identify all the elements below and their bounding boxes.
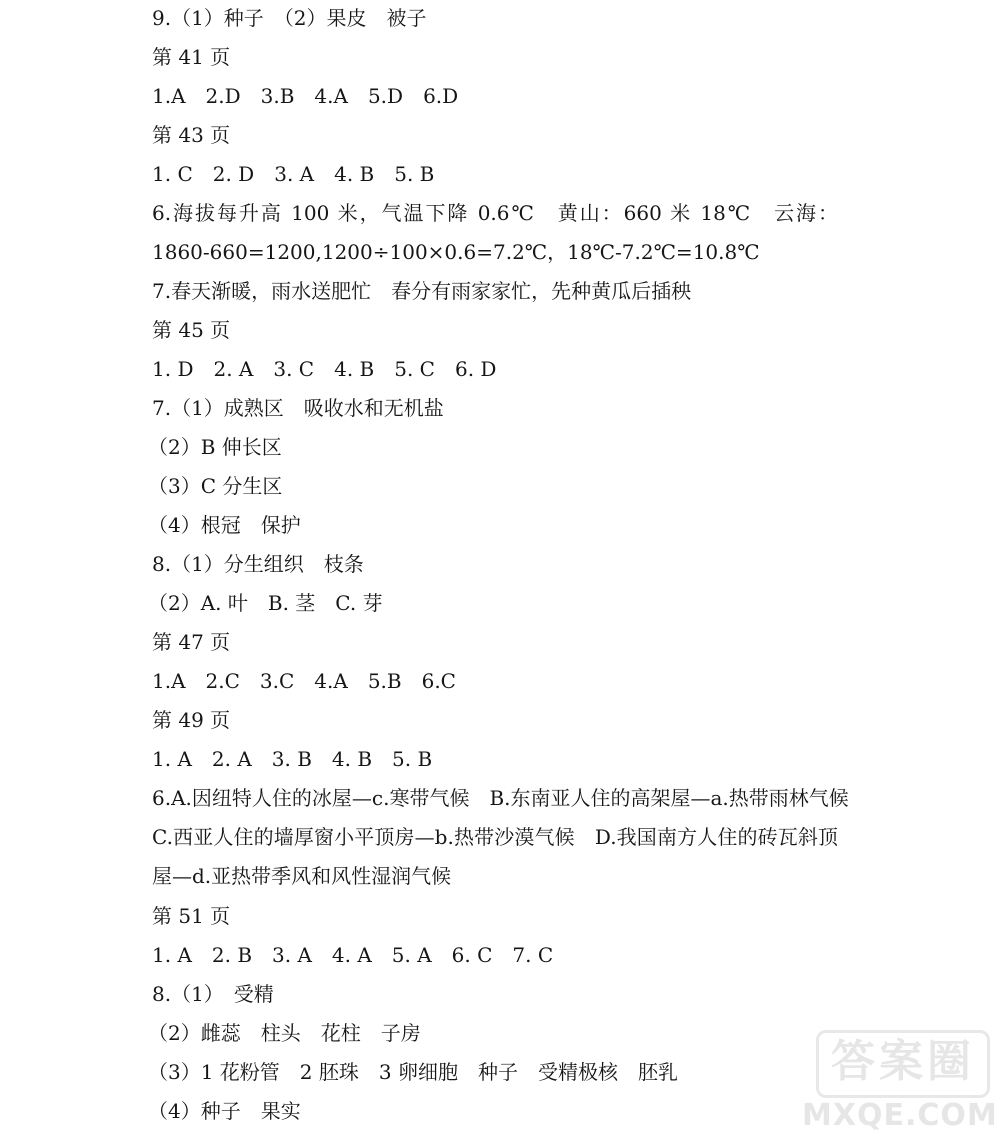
watermark-logo-text: 答案圈 — [816, 1030, 990, 1098]
page-heading: 第 43 页 — [152, 123, 231, 147]
answer-line: 9.（1）种子 （2）果皮 被子 — [152, 6, 427, 30]
page-heading: 第 51 页 — [152, 904, 231, 928]
answer-line: （3）1 花粉管 2 胚珠 3 卵细胞 种子 受精极核 胚乳 — [148, 1060, 678, 1084]
answer-line: （2）雌蕊 柱头 花柱 子房 — [148, 1021, 421, 1045]
answer-line: 7.（1）成熟区 吸收水和无机盐 — [152, 396, 444, 420]
answer-line: 7.春天渐暖，雨水送肥忙 春分有雨家家忙，先种黄瓜后插秧 — [152, 279, 692, 303]
answer-line: 1. C 2. D 3. A 4. B 5. B — [152, 162, 435, 186]
page-heading: 第 45 页 — [152, 318, 231, 342]
page-heading: 第 41 页 — [152, 45, 231, 69]
answer-line: （3）C 分生区 — [148, 474, 283, 498]
answer-line: （4）根冠 保护 — [148, 513, 301, 537]
answer-line: 1.A 2.D 3.B 4.A 5.D 6.D — [152, 84, 459, 108]
answer-line: 1. A 2. A 3. B 4. B 5. B — [152, 747, 433, 771]
answer-line: 1.A 2.C 3.C 4.A 5.B 6.C — [152, 669, 456, 693]
page-heading: 第 47 页 — [152, 630, 231, 654]
watermark-url: MXQE.COM — [802, 1098, 998, 1133]
answer-line: （2）A. 叶 B. 茎 C. 芽 — [148, 591, 383, 615]
page-heading: 第 49 页 — [152, 708, 231, 732]
answer-line: 8.（1） 受精 — [152, 982, 274, 1006]
answer-line: 6.A.因纽特人住的冰屋—c.寒带气候 B.东南亚人住的高架屋—a.热带雨林气候 — [152, 786, 849, 810]
answer-line: （4）种子 果实 — [148, 1099, 301, 1123]
answer-line: 6.海拔每升高 100 米，气温下降 0.6℃ 黄山：660 米 18℃ 云海： — [152, 201, 838, 225]
answer-line: 1860-660=1200,1200÷100×0.6=7.2℃，18℃-7.2℃=10.8℃ — [152, 240, 760, 264]
answer-line: （2）B 伸长区 — [148, 435, 282, 459]
answer-line: 8.（1）分生组织 枝条 — [152, 552, 364, 576]
answer-line: C.西亚人住的墙厚窗小平顶房—b.热带沙漠气候 D.我国南方人住的砖瓦斜顶 — [152, 825, 838, 849]
answer-line: 1. D 2. A 3. C 4. B 5. C 6. D — [152, 357, 497, 381]
answer-line: 1. A 2. B 3. A 4. A 5. A 6. C 7. C — [152, 943, 554, 967]
answer-line: 屋—d.亚热带季风和风性湿润气候 — [152, 864, 452, 888]
